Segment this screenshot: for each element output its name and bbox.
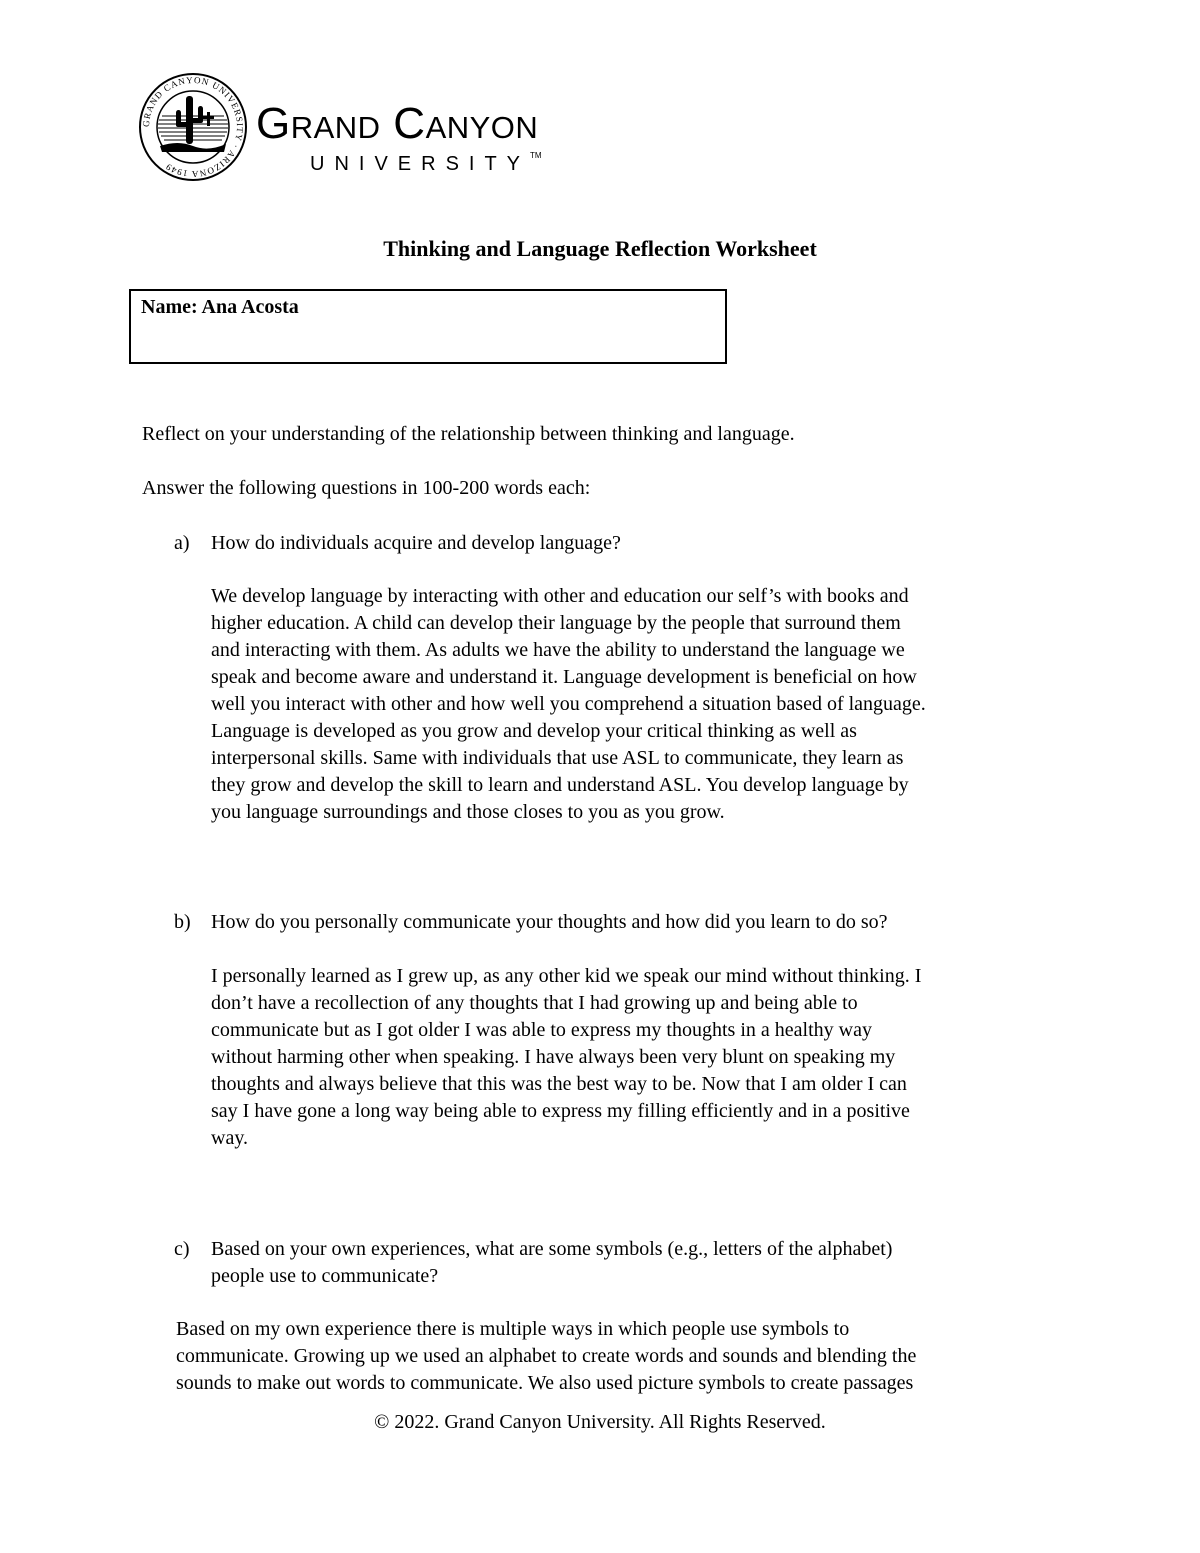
answer-a-line: and interacting with them. As adults we have the ability to understand the language we [211,639,905,661]
answer-a-line: We develop language by interacting with other and education our self’s with books and [211,585,909,607]
question-b-text [211,909,1061,936]
university-subtitle-text: UNIVERSITY [310,153,531,175]
answer-a-line: speak and become aware and understand it. Language development is beneficial on how [211,666,917,688]
name-label: Name: Ana Acosta [141,296,299,318]
answer-a-line: higher education. A child can develop their language by the people that surround them [211,612,901,634]
answer-a [211,583,1061,826]
answer-c [176,1316,1076,1397]
university-logo [138,72,618,182]
question-c-marker: c) [174,1238,190,1260]
question-b-line: How do you personally communicate your thoughts and how did you learn to do so? [211,911,888,933]
university-name: Grand Canyon [256,99,539,148]
answer-b-line: way. [211,1127,249,1149]
answer-b-line: I personally learned as I grew up, as any other kid we speak our mind without thinking. I [211,965,922,987]
answer-a-line: they grow and develop the skill to learn and understand ASL. You develop language by [211,774,909,796]
answer-b-line: communicate but as I got older I was able to express my thoughts in a healthy way [211,1019,872,1041]
intro-text: Reflect on your understanding of the relationship between thinking and language. [142,423,795,445]
question-c-line: people use to communicate? [211,1265,439,1287]
name-box [129,289,727,364]
answer-c-line: communicate. Growing up we used an alphabet to create words and sounds and blending the [176,1345,917,1367]
page-title: Thinking and Language Reflection Worksheet [383,236,817,261]
university-subtitle [310,151,542,175]
question-a-text [211,530,1061,557]
answer-b-line: don’t have a recollection of any thoughts that I had growing up and being able to [211,992,858,1014]
copyright-footer: © 2022. Grand Canyon University. All Rights Reserved. [374,1411,826,1433]
question-a-marker: a) [174,532,190,554]
answer-b-line: thoughts and always believe that this was the best way to be. Now that I am older I can [211,1073,907,1095]
trademark-mark: TM [530,151,542,160]
university-seal-icon [138,72,248,182]
answer-a-line: Language is developed as you grow and develop your critical thinking as well as [211,720,857,742]
answer-a-line: well you interact with other and how well you comprehend a situation based of language. [211,693,926,715]
answer-a-line: interpersonal skills. Same with individuals that use ASL to communicate, they learn as [211,747,904,769]
answer-c-line: sounds to make out words to communicate. We also used picture symbols to create passages [176,1372,914,1394]
question-c-line: Based on your own experiences, what are some symbols (e.g., letters of the alphabet) [211,1238,893,1260]
answer-b [211,963,1061,1152]
answer-c-line: Based on my own experience there is multiple ways in which people use symbols to [176,1318,850,1340]
question-c-text [211,1236,1061,1290]
answer-b-line: say I have gone a long way being able to express my filling efficiently and in a positive [211,1100,910,1122]
answer-a-line: you language surroundings and those closes to you as you grow. [211,801,725,823]
instructions-text: Answer the following questions in 100-200 words each: [142,477,591,499]
question-a-line: How do individuals acquire and develop language? [211,532,621,554]
seal-text: GRAND CANYON UNIVERSITY · ARIZONA 1949 [140,74,246,180]
question-b-marker: b) [174,911,191,933]
answer-b-line: without harming other when speaking. I have always been very blunt on speaking my [211,1046,896,1068]
